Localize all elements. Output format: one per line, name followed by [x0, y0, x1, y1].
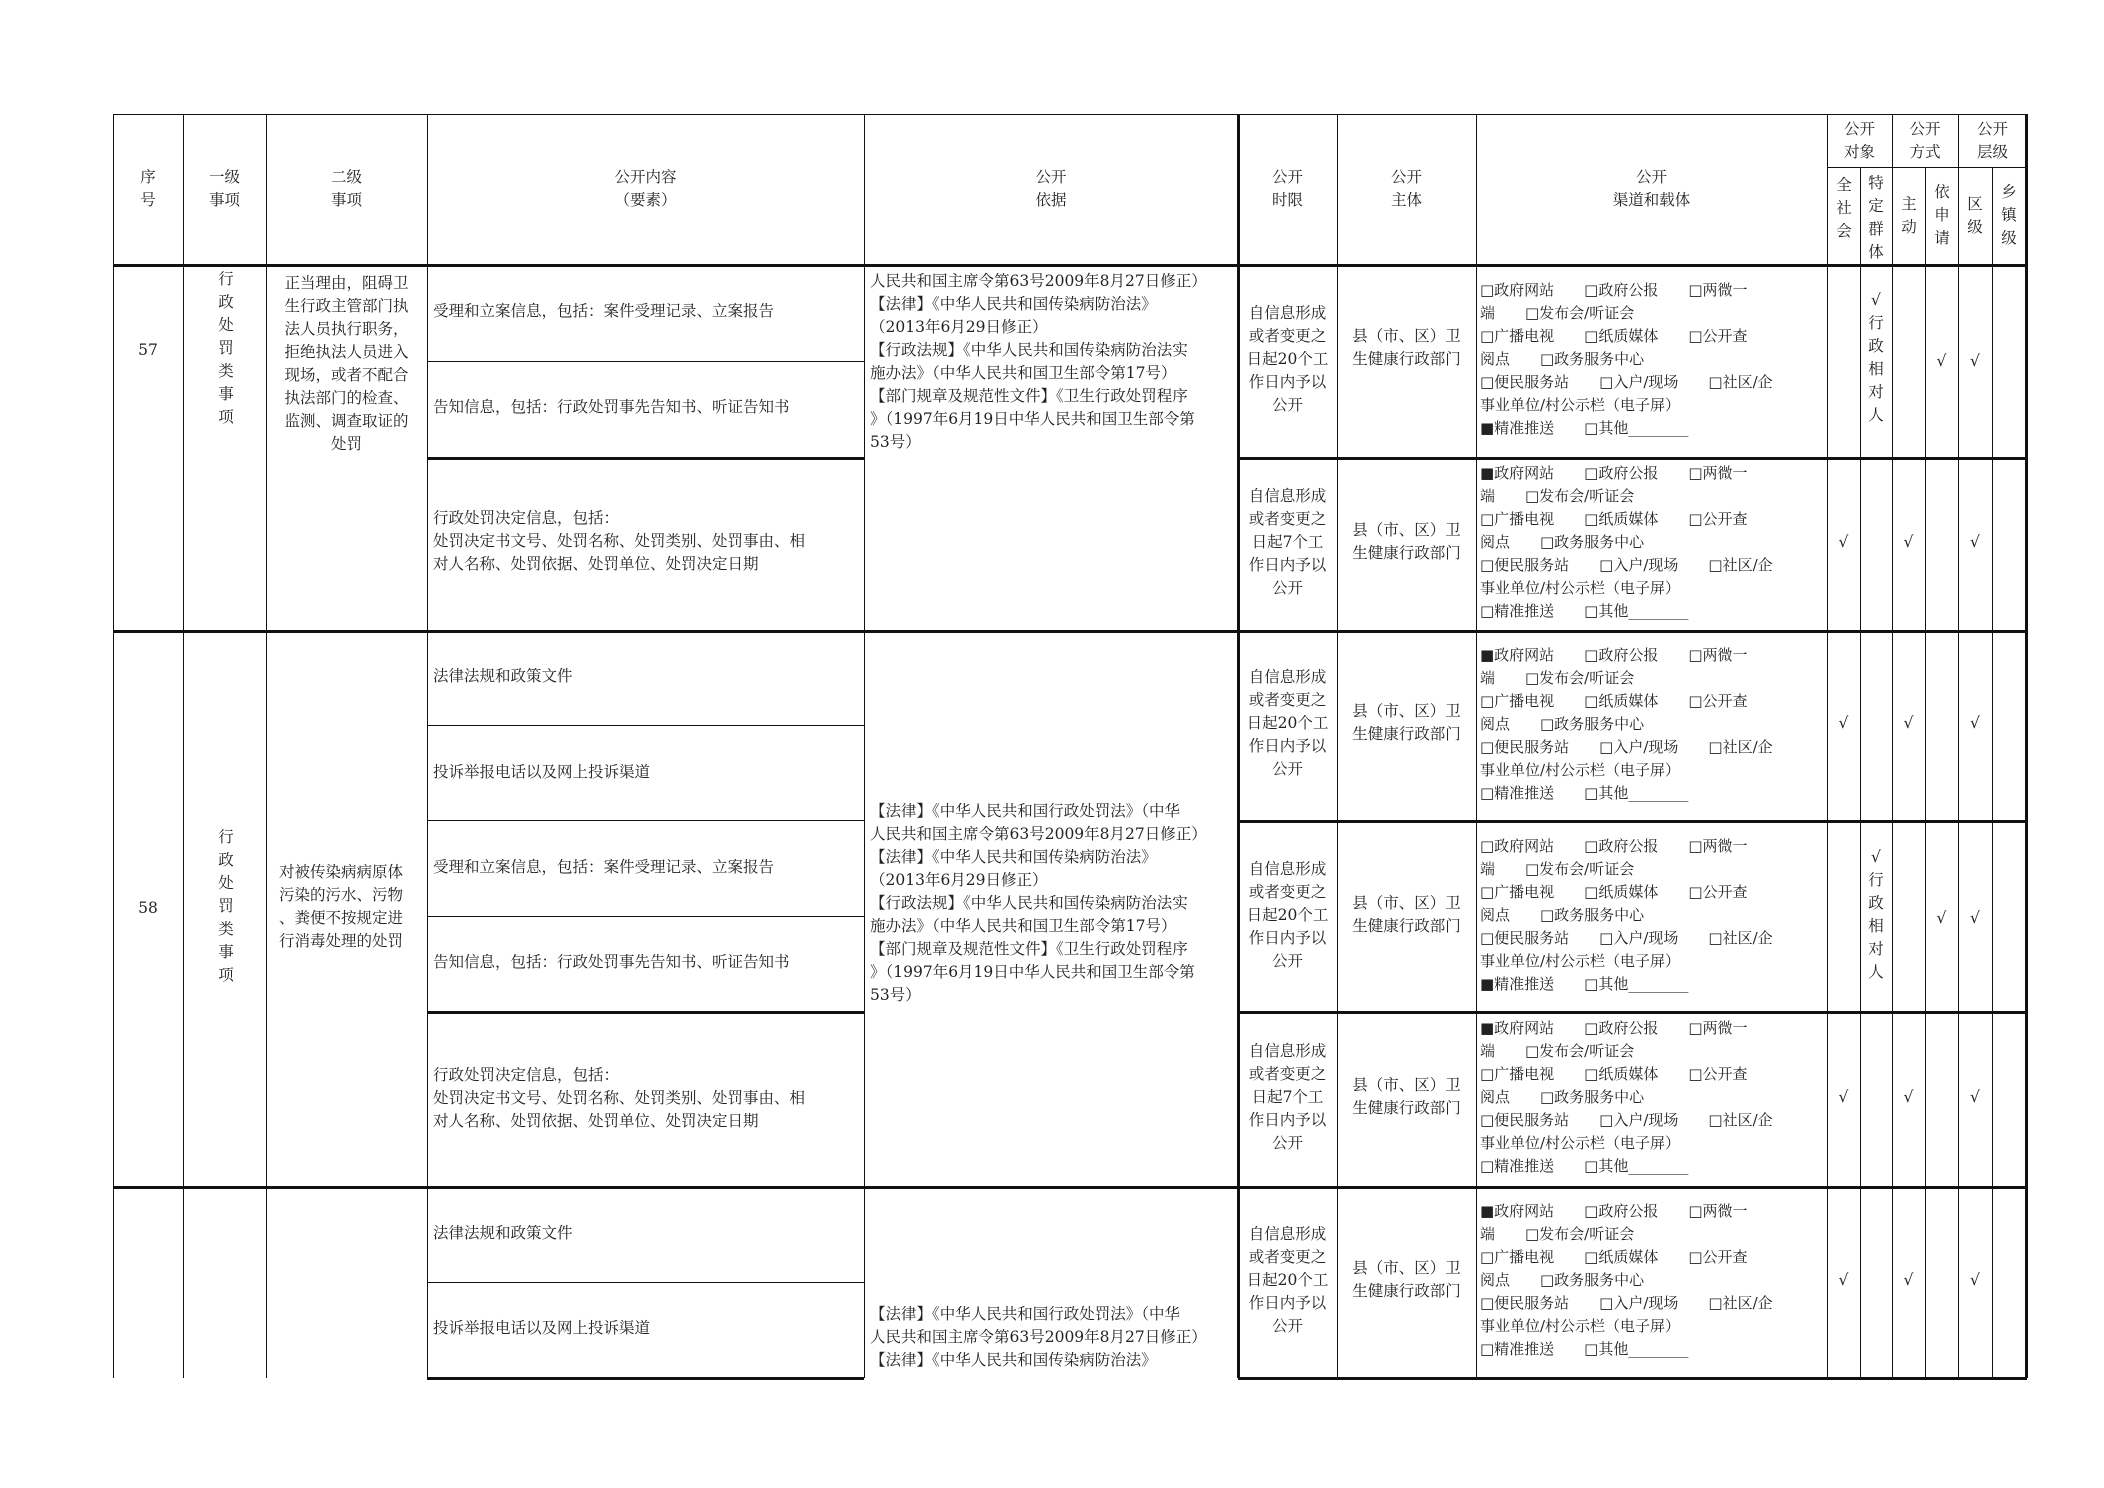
row57b-target-all-check: √ — [1838, 533, 1849, 551]
header-level1: 一级 事项 — [208, 168, 240, 209]
row57a-level-district-check: √ — [1970, 352, 1980, 370]
row-boundary — [113, 630, 2027, 633]
row-divider — [427, 361, 864, 362]
row57-level1: 行政处罚类事项 — [218, 270, 234, 426]
row59a-target-all-check: √ — [1838, 1271, 1849, 1289]
row-divider — [427, 916, 864, 917]
column-divider — [1958, 114, 1959, 1378]
row58-content-complaint: 投诉举报电话以及网上投诉渠道 — [433, 763, 651, 781]
row57-content-notice: 告知信息，包括：行政处罚事先告知书、听证告知书 — [433, 398, 790, 416]
row57-seq: 57 — [138, 341, 158, 359]
row58a-time-limit: 自信息形成 或者变更之 日起20个工 作日内予以 公开 — [1246, 668, 1329, 778]
row58c-level-district-check: √ — [1970, 1088, 1980, 1106]
header-level2: 二级 事项 — [330, 168, 362, 209]
column-divider — [1925, 167, 1926, 1378]
row-divider — [427, 457, 864, 460]
header-target-all: 全社会 — [1836, 176, 1852, 240]
row-divider — [427, 820, 864, 821]
table-border-left — [113, 114, 114, 1378]
header-level-town: 乡镇级 — [2001, 183, 2017, 247]
row58c-subject: 县（市、区）卫 生健康行政部门 — [1352, 1076, 1461, 1117]
row-divider — [427, 1377, 864, 1380]
header-method: 公开 方式 — [1909, 120, 1941, 161]
row59a-subject: 县（市、区）卫 生健康行政部门 — [1352, 1259, 1461, 1300]
row58c-target-all-check: √ — [1838, 1088, 1849, 1106]
row59a-time-limit: 自信息形成 或者变更之 日起20个工 作日内予以 公开 — [1246, 1225, 1329, 1335]
row-divider — [1238, 820, 2027, 823]
row58c-time-limit: 自信息形成 或者变更之 日起7个工 作日内予以 公开 — [1248, 1042, 1327, 1152]
header-level: 公开 层级 — [1976, 120, 2008, 161]
row58-content-acceptance: 受理和立案信息，包括：案件受理记录、立案报告 — [433, 858, 775, 876]
row-divider — [427, 1282, 864, 1283]
column-divider — [1992, 167, 1993, 1378]
header-seq: 序 号 — [140, 168, 156, 209]
table-border-right — [2025, 114, 2028, 1378]
column-divider — [1337, 114, 1338, 1378]
row57a-method-apply-check: √ — [1936, 352, 1947, 370]
row58c-method-active-check: √ — [1903, 1088, 1914, 1106]
row58b-time-limit: 自信息形成 或者变更之 日起20个工 作日内予以 公开 — [1246, 860, 1329, 970]
header-sub-divider — [1827, 167, 2027, 168]
row57a-time-limit: 自信息形成 或者变更之 日起20个工 作日内予以 公开 — [1246, 304, 1329, 414]
row58a-level-district-check: √ — [1970, 714, 1980, 732]
row58-level1: 行政处罚类事项 — [218, 828, 234, 984]
header-method-apply: 依申请 — [1934, 183, 1950, 247]
row57a-target-specific: √行政相对人 — [1868, 291, 1884, 424]
header-content: 公开内容 （要素） — [614, 168, 677, 209]
row-divider — [1238, 1011, 2027, 1014]
row57a-channel: □政府网站 □政府公报 □两微一 端 □发布会/听证会 □广播电视 □纸质媒体 □公开查 阅点 □政务服务中心 □便民服务站 □入户/现场 □社区/企 事业单位/村公示栏（电子屏） ■精准推送 □其他________ — [1480, 281, 1773, 437]
header-method-active: 主动 — [1901, 195, 1917, 236]
row58-level2: 对被传染病病原体 污染的污水、污物 、粪便不按规定进 行消毒处理的处罚 — [279, 863, 404, 950]
row58c-channel: ■政府网站 □政府公报 □两微一 端 □发布会/听证会 □广播电视 □纸质媒体 □公开查 阅点 □政务服务中心 □便民服务站 □入户/现场 □社区/企 事业单位/村公示栏（电子屏） □精准推送 □其他________ — [1480, 1019, 1773, 1175]
row57b-subject: 县（市、区）卫 生健康行政部门 — [1352, 521, 1461, 562]
row59-basis: 【法律】《中华人民共和国行政处罚法》（中华 人民共和国主席令第63号2009年8月27日修正） 【法律】《中华人民共和国传染病防治法》 — [870, 1305, 1207, 1369]
header-time-limit: 公开 时限 — [1271, 168, 1303, 209]
row58a-channel: ■政府网站 □政府公报 □两微一 端 □发布会/听证会 □广播电视 □纸质媒体 □公开查 阅点 □政务服务中心 □便民服务站 □入户/现场 □社区/企 事业单位/村公示栏（电子屏） □精准推送 □其他________ — [1480, 646, 1773, 802]
row57b-level-district-check: √ — [1970, 533, 1980, 551]
row58-content-notice: 告知信息，包括：行政处罚事先告知书、听证告知书 — [433, 953, 790, 971]
row57-basis: 人民共和国主席令第63号2009年8月27日修正） 【法律】《中华人民共和国传染病防治法》 （2013年6月29日修正） 【行政法规】《中华人民共和国传染病防治法实 施办法》（中华人民共和国卫生部令第17号） 【部门规章及规范性文件】《卫生行政处罚程序 》（1997年6月19日中华人民共和国卫生部令第 53号） — [870, 272, 1207, 451]
row58-basis: 【法律】《中华人民共和国行政处罚法》（中华 人民共和国主席令第63号2009年8月27日修正） 【法律】《中华人民共和国传染病防治法》 （2013年6月29日修正） 【行政法规】《中华人民共和国传染病防治法实 施办法》（中华人民共和国卫生部令第17号） 【部门规章及规范性文件】《卫生行政处罚程序 》（1997年6月19日中华人民共和国卫生部令第 53号） — [870, 802, 1207, 1004]
column-divider — [183, 114, 184, 1378]
row59a-level-district-check: √ — [1970, 1271, 1980, 1289]
row57-level2: 正当理由，阻碍卫 生行政主管部门执 法人员执行职务， 拒绝执法人员进入 现场，或者不配合 执法部门的检查、 监测、调查取证的 处罚 — [284, 274, 409, 453]
header-basis: 公开 依据 — [1035, 168, 1067, 209]
row58-seq: 58 — [138, 899, 158, 917]
header-subject: 公开 主体 — [1390, 168, 1422, 209]
row58b-method-apply-check: √ — [1936, 909, 1947, 927]
row58a-subject: 县（市、区）卫 生健康行政部门 — [1352, 702, 1461, 743]
row57b-channel: ■政府网站 □政府公报 □两微一 端 □发布会/听证会 □广播电视 □纸质媒体 □公开查 阅点 □政务服务中心 □便民服务站 □入户/现场 □社区/企 事业单位/村公示栏（电子屏） □精准推送 □其他________ — [1480, 464, 1773, 620]
row58-content-decision: 行政处罚决定信息，包括： 处罚决定书文号、处罚名称、处罚类别、处罚事由、相 对人名称、处罚依据、处罚单位、处罚决定日期 — [433, 1066, 806, 1130]
row59a-method-active-check: √ — [1903, 1271, 1914, 1289]
header-target-specific: 特定群体 — [1868, 174, 1884, 261]
row57a-subject: 县（市、区）卫 生健康行政部门 — [1352, 327, 1461, 368]
row57b-time-limit: 自信息形成 或者变更之 日起7个工 作日内予以 公开 — [1248, 487, 1327, 597]
row57b-method-active-check: √ — [1903, 533, 1914, 551]
row-divider — [427, 725, 864, 726]
row58b-subject: 县（市、区）卫 生健康行政部门 — [1352, 894, 1461, 935]
column-divider — [427, 114, 428, 1378]
column-divider — [864, 114, 865, 1378]
row59-content-laws: 法律法规和政策文件 — [433, 1224, 573, 1242]
column-divider — [266, 114, 267, 1378]
header-bottom-border — [113, 264, 2027, 267]
row57-content-decision: 行政处罚决定信息，包括： 处罚决定书文号、处罚名称、处罚类别、处罚事由、相 对人名称、处罚依据、处罚单位、处罚决定日期 — [433, 509, 806, 573]
row58a-target-all-check: √ — [1838, 714, 1849, 732]
row-divider — [1238, 457, 2027, 460]
table-border-top — [113, 114, 2027, 115]
row58-content-laws: 法律法规和政策文件 — [433, 667, 573, 685]
row57-content-acceptance: 受理和立案信息，包括：案件受理记录、立案报告 — [433, 302, 775, 320]
row-boundary — [113, 1186, 2027, 1189]
row59a-channel: ■政府网站 □政府公报 □两微一 端 □发布会/听证会 □广播电视 □纸质媒体 □公开查 阅点 □政务服务中心 □便民服务站 □入户/现场 □社区/企 事业单位/村公示栏（电子屏） □精准推送 □其他________ — [1480, 1202, 1773, 1358]
column-divider — [1860, 167, 1861, 1378]
header-channel: 公开 渠道和载体 — [1612, 168, 1691, 209]
row-divider — [1238, 1377, 2027, 1380]
row58b-level-district-check: √ — [1970, 909, 1980, 927]
column-divider — [1476, 114, 1477, 1378]
row58a-method-active-check: √ — [1903, 714, 1914, 732]
row-divider — [427, 1011, 864, 1014]
header-target: 公开 对象 — [1843, 120, 1875, 161]
column-divider — [1892, 114, 1893, 1378]
row58b-channel: □政府网站 □政府公报 □两微一 端 □发布会/听证会 □广播电视 □纸质媒体 □公开查 阅点 □政务服务中心 □便民服务站 □入户/现场 □社区/企 事业单位/村公示栏（电子屏） ■精准推送 □其他________ — [1480, 837, 1773, 993]
header-level-district: 区级 — [1967, 195, 1983, 236]
column-divider — [1827, 114, 1828, 1378]
row59-content-complaint: 投诉举报电话以及网上投诉渠道 — [433, 1319, 651, 1337]
row58b-target-specific: √行政相对人 — [1868, 848, 1884, 981]
